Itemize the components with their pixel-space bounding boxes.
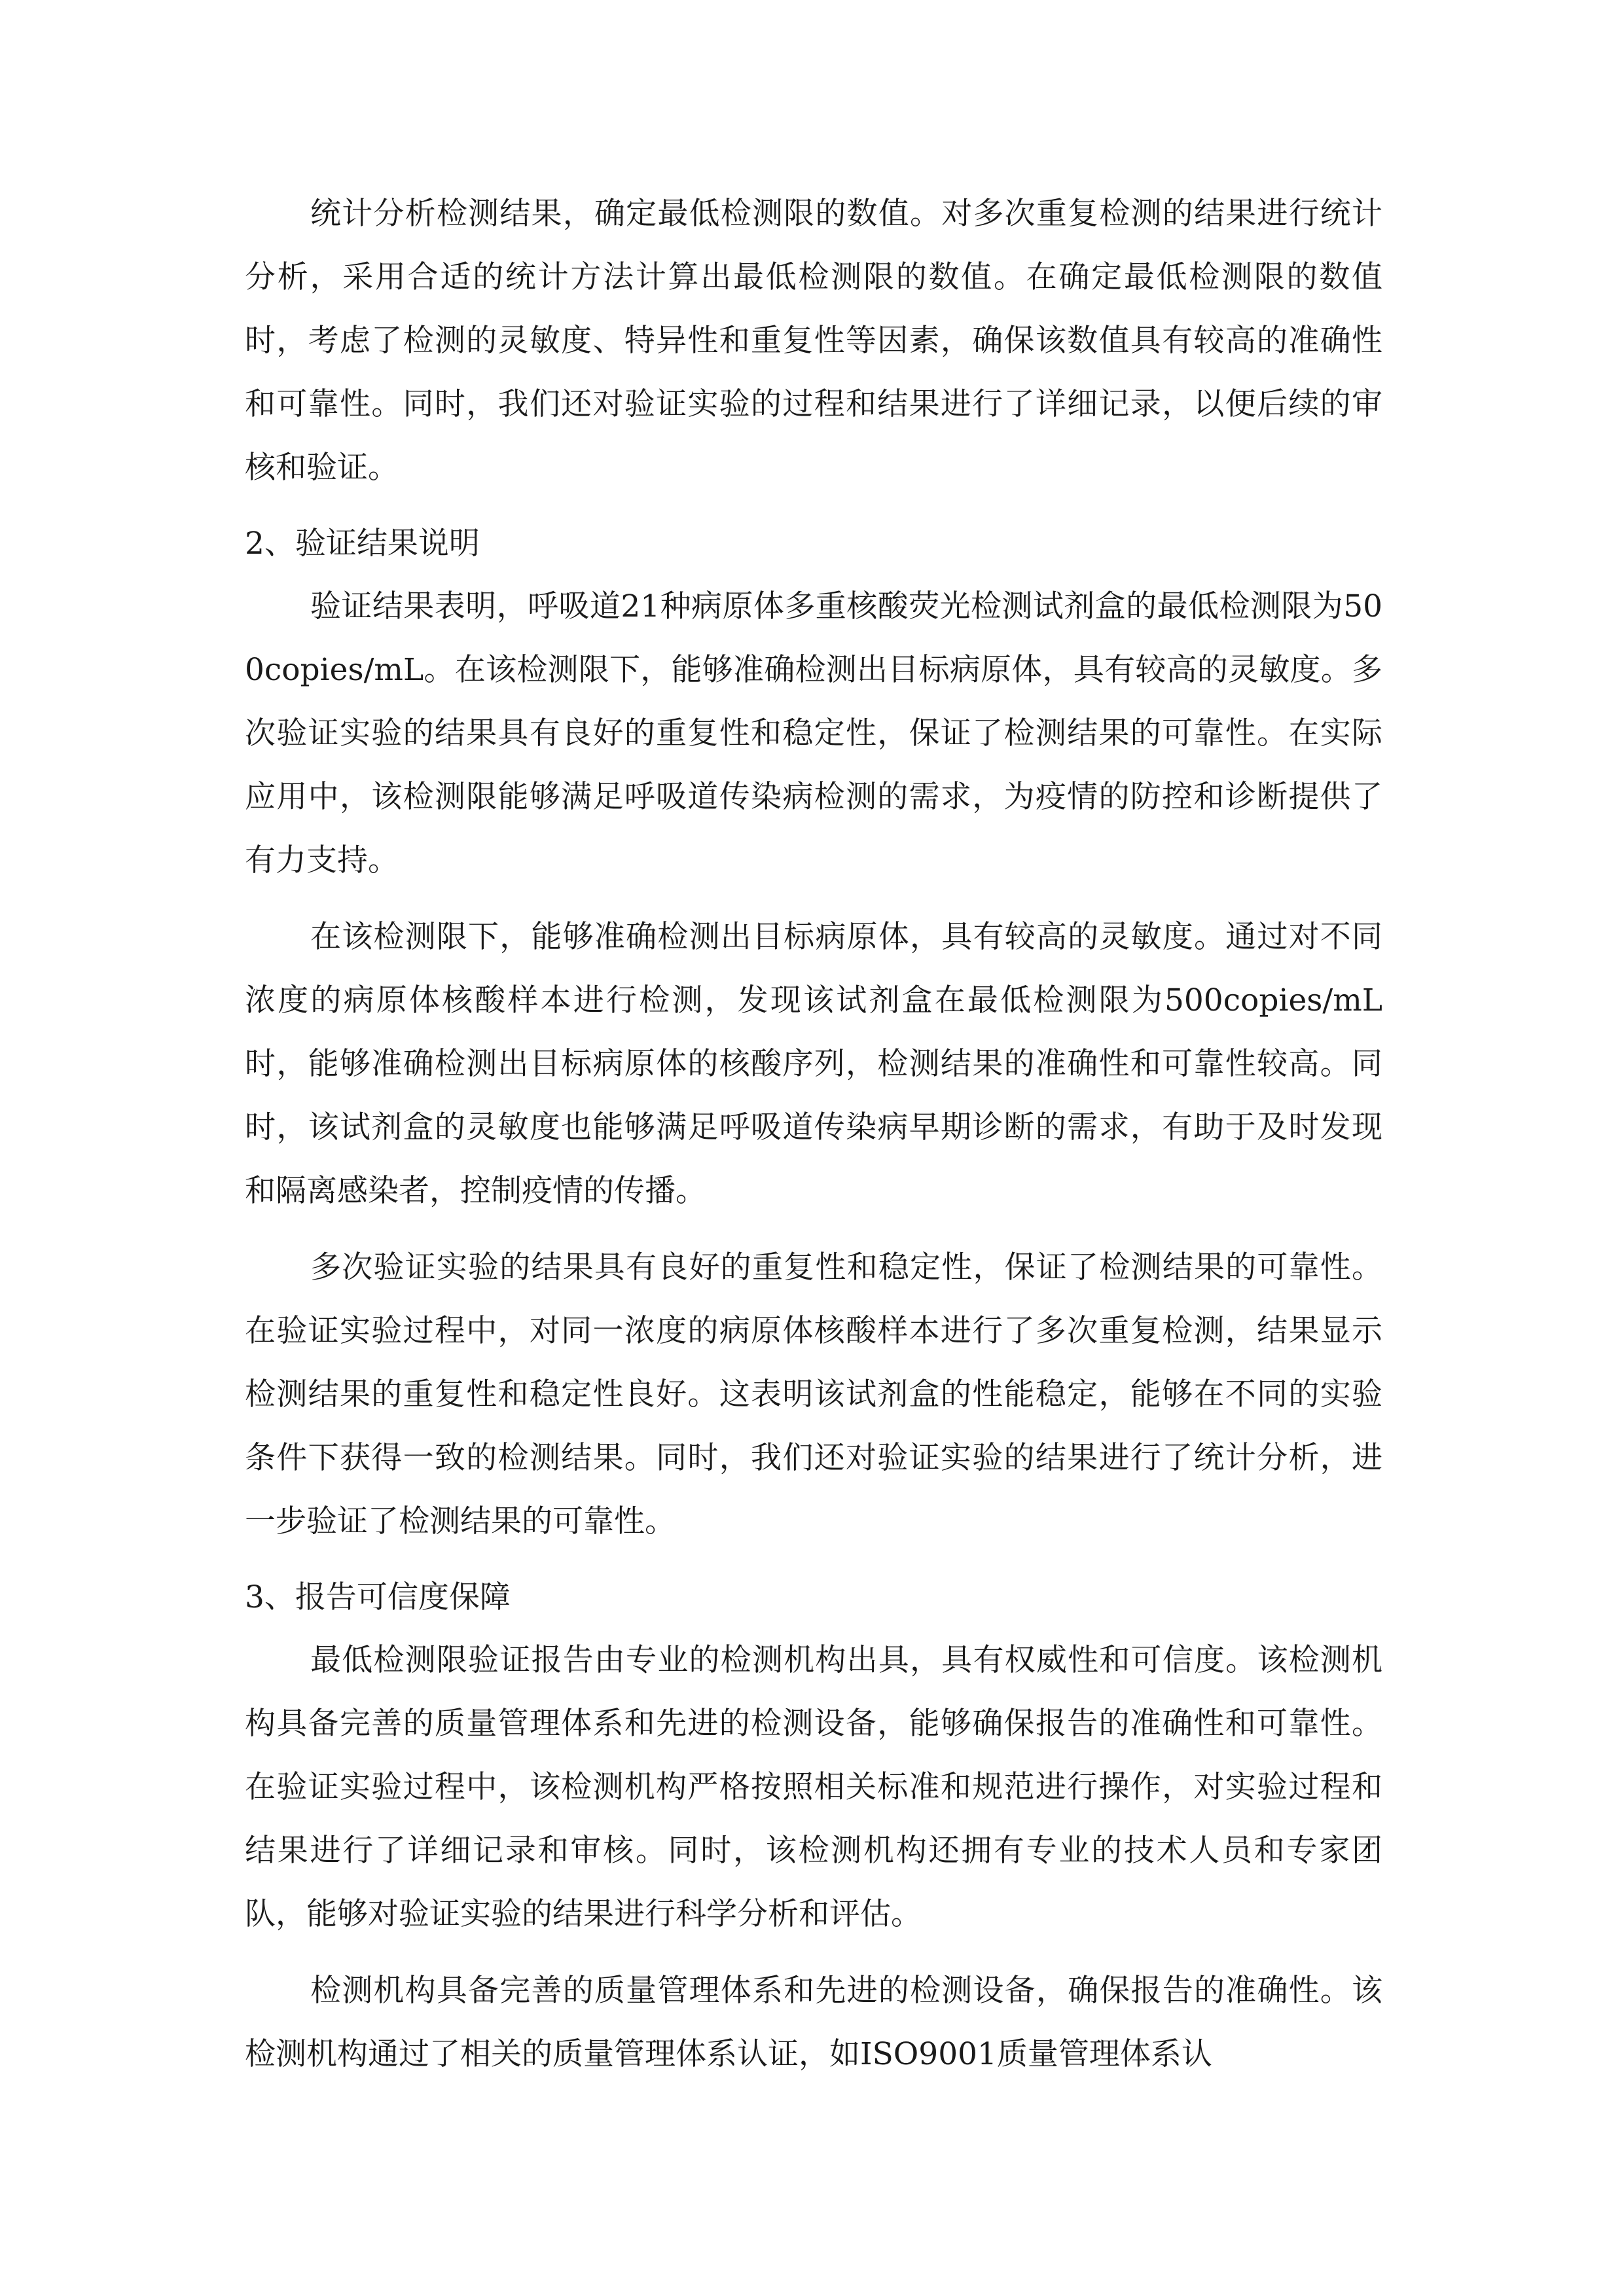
paragraph: 统计分析检测结果，确定最低检测限的数值。对多次重复检测的结果进行统计分析，采用合适的统计方法计算出最低检测限的数值。在确定最低检测限的数值时，考虑了检测的灵敏度、特异性和重复性等因素，确保该数值具有较高的准确性和可靠性。同时，我们还对验证实验的过程和结果进行了详细记录，以便后续的审核和验证。: [245, 196, 1382, 486]
paragraph: 最低检测限验证报告由专业的检测机构出具，具有权威性和可信度。该检测机构具备完善的质量管理体系和先进的检测设备，能够确保报告的准确性和可靠性。在验证实验过程中，该检测机构严格按照相关标准和规范进行操作，对实验过程和结果进行了详细记录和审核。同时，该检测机构还拥有专业的技术人员和专家团队，能够对验证实验的结果进行科学分析和评估。: [245, 1642, 1382, 1932]
paragraph: 检测机构具备完善的质量管理体系和先进的检测设备，确保报告的准确性。该检测机构通过了相关的质量管理体系认证，如ISO9001质量管理体系认: [245, 1973, 1382, 2072]
paragraph: 多次验证实验的结果具有良好的重复性和稳定性，保证了检测结果的可靠性。在验证实验过程中，对同一浓度的病原体核酸样本进行了多次重复检测，结果显示检测结果的重复性和稳定性良好。这表明该试剂盒的性能稳定，能够在不同的实验条件下获得一致的检测结果。同时，我们还对验证实验的结果进行了统计分析，进一步验证了检测结果的可靠性。: [245, 1249, 1382, 1539]
paragraph: 在该检测限下，能够准确检测出目标病原体，具有较高的灵敏度。通过对不同浓度的病原体核酸样本进行检测，发现该试剂盒在最低检测限为500copies/mL时，能够准确检测出目标病原体的核酸序列，检测结果的准确性和可靠性较高。同时，该试剂盒的灵敏度也能够满足呼吸道传染病早期诊断的需求，有助于及时发现和隔离感染者，控制疫情的传播。: [245, 919, 1382, 1209]
paragraph: 验证结果表明，呼吸道21种病原体多重核酸荧光检测试剂盒的最低检测限为500copies/mL。在该检测限下，能够准确检测出目标病原体，具有较高的灵敏度。多次验证实验的结果具有良好的重复性和稳定性，保证了检测结果的可靠性。在实际应用中，该检测限能够满足呼吸道传染病检测的需求，为疫情的防控和诊断提供了有力支持。: [245, 588, 1382, 878]
document-body: [245, 182, 1382, 2099]
section-heading: 2、验证结果说明: [245, 526, 480, 562]
section-heading: 3、报告可信度保障: [245, 1579, 511, 1615]
